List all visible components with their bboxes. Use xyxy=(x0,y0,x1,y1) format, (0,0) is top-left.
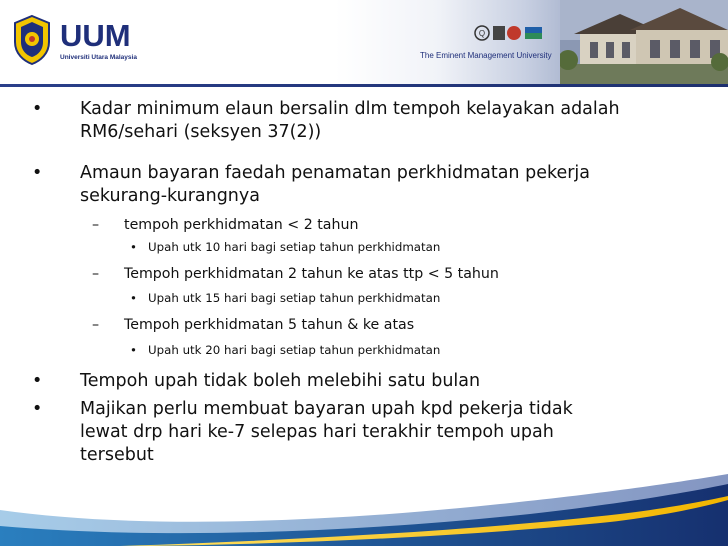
bullet-marker: • xyxy=(32,163,43,183)
list-item-text: Upah utk 15 hari bagi setiap tahun perkhidmatan xyxy=(148,291,441,305)
bullet-marker: • xyxy=(32,399,43,419)
list-item-line: RM6/sehari (seksyen 37(2)) xyxy=(80,122,322,142)
bullet-marker: • xyxy=(130,343,137,357)
list-item-text: Upah utk 10 hari bagi setiap tahun perkhidmatan xyxy=(148,240,441,254)
dash-marker: – xyxy=(92,317,100,333)
list-item-line: lewat drp hari ke-7 selepas hari terakhir tempoh upah xyxy=(80,422,554,442)
list-item-line: tersebut xyxy=(80,445,154,465)
list-item-line: Kadar minimum elaun bersalin dlm tempoh kelayakan adalah xyxy=(80,99,620,119)
bullet-marker: • xyxy=(130,240,137,254)
logo-subtitle: Universiti Utara Malaysia xyxy=(60,54,137,61)
certification-logos-icon xyxy=(474,22,544,44)
svg-text:Q: Q xyxy=(478,29,486,38)
dash-marker: – xyxy=(92,217,100,233)
list-item-text: Tempoh upah tidak boleh melebihi satu bulan xyxy=(80,371,481,391)
bullet-marker: • xyxy=(130,291,137,305)
list-item-text xyxy=(80,162,590,208)
list-item-line: sekurang-kurangnya xyxy=(80,186,260,206)
bottom-swoosh-decoration xyxy=(0,470,728,546)
university-tagline: The Eminent Management University xyxy=(420,51,552,60)
list-item-text: Tempoh perkhidmatan 5 tahun & ke atas xyxy=(124,317,415,333)
header-divider xyxy=(0,84,728,87)
list-item-text xyxy=(80,98,620,144)
campus-building-image xyxy=(560,0,728,84)
list-item-text: tempoh perkhidmatan < 2 tahun xyxy=(124,217,359,233)
slide-header xyxy=(0,0,728,86)
bullet-marker: • xyxy=(32,99,43,119)
list-item-line: Majikan perlu membuat bayaran upah kpd pekerja tidak xyxy=(80,399,573,419)
list-item-text: Tempoh perkhidmatan 2 tahun ke atas ttp < 5 tahun xyxy=(124,266,499,282)
logo-text: UUM xyxy=(60,18,131,53)
uum-crest-icon xyxy=(12,14,52,66)
bullet-marker: • xyxy=(32,371,43,391)
list-item-text: Upah utk 20 hari bagi setiap tahun perkhidmatan xyxy=(148,343,441,357)
list-item-text xyxy=(80,398,573,467)
dash-marker: – xyxy=(92,266,100,282)
uum-logo xyxy=(12,14,137,66)
list-item-line: Amaun bayaran faedah penamatan perkhidmatan pekerja xyxy=(80,163,591,183)
